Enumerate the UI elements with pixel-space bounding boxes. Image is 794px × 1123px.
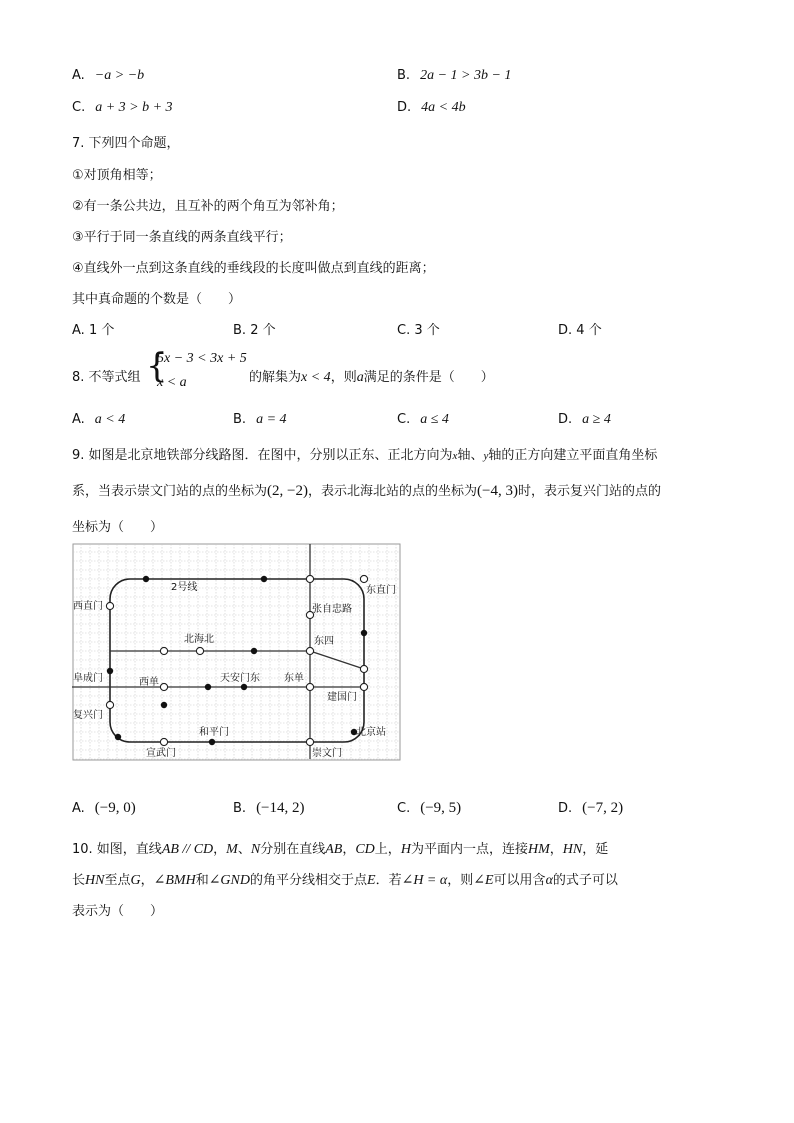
q8-var: a xyxy=(356,370,364,385)
station-marker xyxy=(360,575,367,582)
text: ．若 xyxy=(375,873,402,888)
q9-line1a: 9. 如图是北京地铁部分线路图．在图中，分别以正东、正北方向为 xyxy=(72,448,453,463)
station-xizhimen xyxy=(106,602,113,609)
q8-suffix: 满足的条件是（ ） xyxy=(363,370,494,385)
option-tag: B. xyxy=(233,412,247,427)
option-tag: A. xyxy=(72,412,85,427)
station-beihaibei xyxy=(196,647,203,654)
option-text: 4 个 xyxy=(576,323,602,338)
text: 可以用含 xyxy=(493,873,546,888)
inequality-2: x < a xyxy=(157,375,187,390)
q9-line-1 xyxy=(72,444,657,463)
q9-option-d[interactable] xyxy=(558,800,623,817)
option-tag: B. xyxy=(397,68,411,83)
option-tag: D. xyxy=(558,412,573,427)
math-angle-e: ∠E xyxy=(473,873,494,888)
option-tag: C. xyxy=(397,412,411,427)
option-tag: A. xyxy=(72,801,85,816)
option-text: (−9, 0) xyxy=(94,800,136,816)
text: ，则 xyxy=(447,873,474,888)
math-hn: HN xyxy=(85,873,105,888)
option-text: a + 3 > b + 3 xyxy=(95,100,173,115)
option-text: a < 4 xyxy=(94,412,126,427)
x-var: x xyxy=(452,450,458,462)
option-text: a ≤ 4 xyxy=(420,412,449,427)
q9-line2b: ，表示北海北站的点的坐标为 xyxy=(307,484,477,499)
option-text: 1 个 xyxy=(88,323,115,338)
station-dot xyxy=(161,702,167,708)
q8-tail xyxy=(249,366,494,386)
text: 至点 xyxy=(104,873,131,888)
text: ， xyxy=(549,842,563,857)
station-dot xyxy=(115,734,121,740)
label-xidan: 西单 xyxy=(139,677,159,688)
station-chongwenmen xyxy=(306,738,313,745)
option-tag: A. xyxy=(72,323,85,338)
math-hm: HM xyxy=(527,842,550,857)
option-tag: B. xyxy=(233,323,247,338)
station-dot xyxy=(209,739,215,745)
station-dongsi xyxy=(306,647,313,654)
option-tag: B. xyxy=(233,801,247,816)
q7-item-1: ①对顶角相等； xyxy=(72,168,162,183)
option-text: 3 个 xyxy=(414,323,440,338)
station-xidan xyxy=(160,683,167,690)
option-text: a = 4 xyxy=(256,412,287,427)
q7-stem: 7. 下列四个命题， xyxy=(72,136,180,151)
label-fuxingmen: 复兴门 xyxy=(73,710,103,721)
label-beihaibei: 北海北 xyxy=(184,634,214,645)
q7-item-4: ④直线外一点到这条直线的垂线段的长度叫做点到直线的距离； xyxy=(72,261,435,276)
label-jianguomen: 建国门 xyxy=(327,692,357,703)
q9-line-2 xyxy=(72,480,661,500)
math-parallel: // xyxy=(178,842,194,857)
option-tag: D. xyxy=(397,100,412,115)
station-tiananmendong xyxy=(241,684,247,690)
q8-option-a[interactable] xyxy=(72,412,125,428)
q9-option-a[interactable] xyxy=(72,800,136,817)
q7-option-c[interactable] xyxy=(397,319,440,338)
option-text: (−7, 2) xyxy=(582,800,624,816)
math-ab: AB xyxy=(161,842,179,857)
q8-option-b[interactable] xyxy=(233,412,287,428)
option-tag: C. xyxy=(397,801,411,816)
q7-question: 其中真命题的个数是（ ） xyxy=(72,292,242,307)
option-text: −a > −b xyxy=(94,68,145,83)
label-xizhimen: 西直门 xyxy=(73,601,103,612)
label-chongwenmen: 崇文门 xyxy=(312,748,342,759)
station-marker xyxy=(306,575,313,582)
math-alpha: α xyxy=(545,873,553,888)
option-text: a ≥ 4 xyxy=(582,412,611,427)
label-tiananmendong: 天安门东 xyxy=(220,673,260,684)
math-m: M xyxy=(226,842,238,857)
inequality-1: 5x − 3 < 3x + 5 xyxy=(157,351,247,366)
math-cd: CD xyxy=(193,842,214,857)
math-angle-bmh: ∠BMH xyxy=(153,873,196,888)
station-fuchengmen xyxy=(107,668,113,674)
q7-option-b[interactable] xyxy=(233,319,276,338)
coord-chongwenmen: (2, −2) xyxy=(267,483,308,499)
station-dot xyxy=(251,648,257,654)
system-brace: { xyxy=(146,346,168,386)
math-cd: CD xyxy=(355,842,375,857)
option-tag: C. xyxy=(72,100,86,115)
text: 的角平分线相交于点 xyxy=(250,873,368,888)
q9-line1b: 轴、 xyxy=(457,448,484,463)
q10-line-1 xyxy=(72,838,608,858)
option-text: (−9, 5) xyxy=(420,800,462,816)
option-text: 2a − 1 > 3b − 1 xyxy=(420,68,512,83)
label-line2: 2号线 xyxy=(171,582,198,593)
label-fuchengmen: 阜成门 xyxy=(73,673,103,684)
q6-option-a[interactable] xyxy=(72,68,144,84)
math-angle-gnd: ∠GND xyxy=(208,873,250,888)
option-text: (−14, 2) xyxy=(256,800,305,816)
text: 为平面内一点，连接 xyxy=(410,842,528,857)
text: 和 xyxy=(195,873,209,888)
option-tag: D. xyxy=(558,801,573,816)
station-xuanwumen xyxy=(160,738,167,745)
q9-line-3: 坐标为（ ） xyxy=(72,520,164,535)
station-dot xyxy=(205,684,211,690)
q6-option-b[interactable] xyxy=(397,68,511,84)
station-dongdan xyxy=(306,683,313,690)
text: 、 xyxy=(237,842,251,857)
option-tag: A. xyxy=(72,68,85,83)
q9-line1c: 轴的正方向建立平面直角坐标 xyxy=(488,448,658,463)
text: ， xyxy=(342,842,356,857)
math-e: E xyxy=(367,873,376,888)
q6-option-d[interactable] xyxy=(397,100,466,116)
station-dot xyxy=(361,630,367,636)
math-ab: AB xyxy=(325,842,343,857)
text: 分别在直线 xyxy=(260,842,326,857)
q8-middle: 的解集为 xyxy=(249,370,302,385)
text: ，延 xyxy=(582,842,609,857)
station-dot xyxy=(143,576,149,582)
q8-prefix: 8. 不等式组 xyxy=(72,370,141,385)
label-dongzhimen: 东直门 xyxy=(366,585,396,596)
q8-option-c[interactable] xyxy=(397,412,449,428)
math-g: G xyxy=(130,873,141,888)
q10-line-2 xyxy=(72,869,618,889)
math-h: H xyxy=(400,842,411,857)
q7-option-a[interactable] xyxy=(72,319,114,338)
q8-mid2: ，则 xyxy=(330,370,357,385)
station-jianguomen xyxy=(360,683,367,690)
subway-map-figure xyxy=(72,543,402,763)
label-xuanwumen: 宣武门 xyxy=(146,748,176,759)
label-beijingzhan: 北京站 xyxy=(356,727,386,738)
text: 10. 如图，直线 xyxy=(72,842,162,857)
math-n: N xyxy=(250,842,261,857)
q7-item-2: ②有一条公共边，且互补的两个角互为邻补角； xyxy=(72,199,344,214)
text: ， xyxy=(213,842,227,857)
q9-line2a: 系，当表示崇文门站的点的坐标为 xyxy=(72,484,268,499)
option-text: 2 个 xyxy=(250,323,276,338)
label-dongdan: 东单 xyxy=(284,673,304,684)
label-hepingmen: 和平门 xyxy=(199,727,229,738)
math-angle-h: ∠H = α xyxy=(401,873,448,888)
option-tag: D. xyxy=(558,323,573,338)
text: ， xyxy=(140,873,154,888)
q9-option-b[interactable] xyxy=(233,800,305,817)
station-dot xyxy=(261,576,267,582)
station-marker xyxy=(160,647,167,654)
q10-line-3: 表示为（ ） xyxy=(72,904,164,919)
q8-option-d[interactable] xyxy=(558,412,611,428)
q7-option-d[interactable] xyxy=(558,319,602,338)
option-text: 4a < 4b xyxy=(421,100,466,115)
q9-line2c: 时，表示复兴门站的点的 xyxy=(517,484,661,499)
y-var: y xyxy=(483,450,489,462)
text: 上， xyxy=(374,842,401,857)
option-tag: C. xyxy=(397,323,411,338)
label-zhangzizhonglu: 张自忠路 xyxy=(312,604,352,615)
q9-option-c[interactable] xyxy=(397,800,461,817)
coord-beihaibei: (−4, 3) xyxy=(476,483,518,499)
text: 的式子可以 xyxy=(552,873,618,888)
station-marker xyxy=(360,665,367,672)
text: 长 xyxy=(72,873,86,888)
label-dongsi: 东四 xyxy=(314,636,334,647)
q8-solution: x < 4 xyxy=(301,370,331,385)
math-hn: HN xyxy=(562,842,583,857)
q7-item-3: ③平行于同一条直线的两条直线平行； xyxy=(72,230,292,245)
station-fuxingmen xyxy=(106,701,113,708)
q6-option-c[interactable] xyxy=(72,100,173,116)
